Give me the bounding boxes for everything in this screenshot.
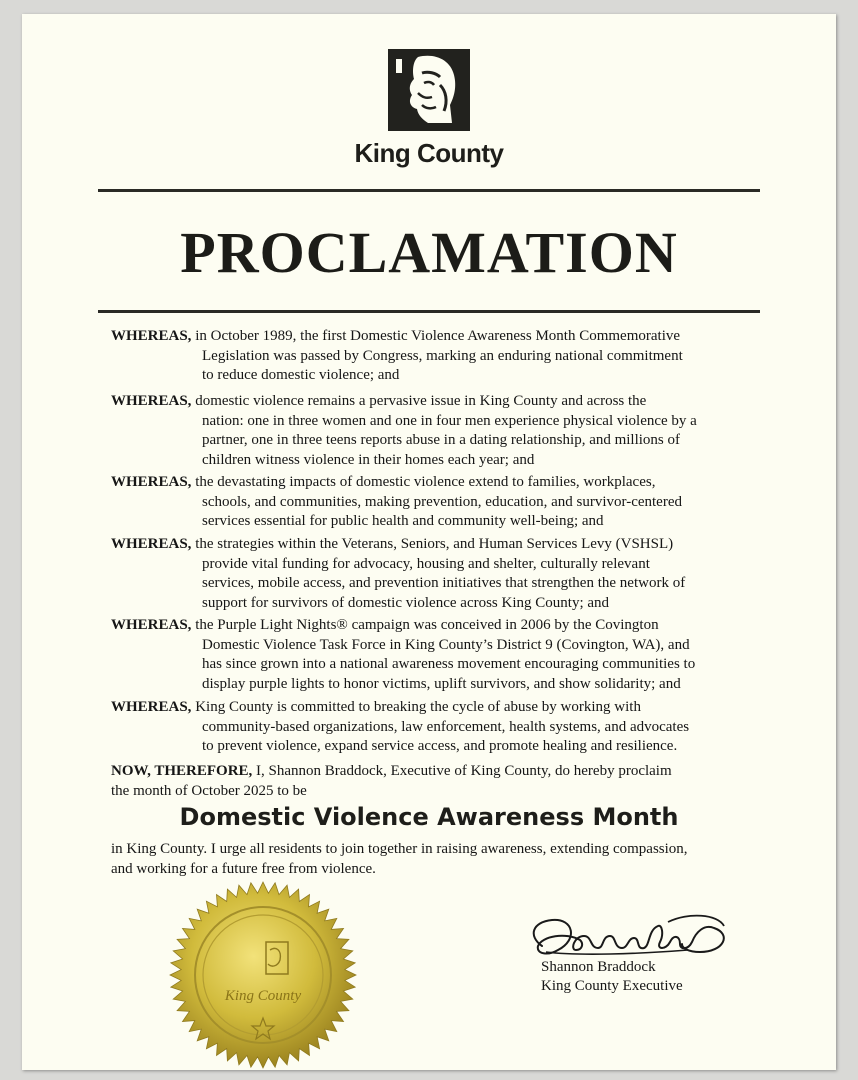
whereas-clause (111, 698, 751, 757)
whereas-clause (111, 392, 751, 470)
king-county-wordmark: King County (354, 138, 504, 168)
whereas-line: services essential for public health and community well-being; and (202, 513, 604, 529)
whereas-line: schools, and communities, making prevention, education, and survivor-centered (202, 493, 682, 510)
now-line-1: I, Shannon Braddock, Executive of King County, do hereby proclaim (256, 763, 672, 779)
whereas-line: display purple lights to honor victims, uplift survivors, and show solidarity; and (202, 675, 681, 692)
whereas-line: children witness violence in their homes each year; and (202, 451, 535, 468)
gold-seal-icon (168, 880, 358, 1070)
month-title: Domestic Violence Awareness Month (179, 803, 679, 831)
whereas-line: partner, one in three teens reports abuse in a dating relationship, and millions of (202, 432, 681, 448)
now-keyword: NOW, THEREFORE, (111, 763, 253, 779)
whereas-keyword: WHEREAS, (111, 474, 192, 490)
whereas-line: in October 1989, the first Domestic Violence Awareness Month Commemorative (195, 328, 681, 344)
whereas-line: to prevent violence, expand service access, and promote healing and resilience. (202, 738, 678, 754)
whereas-line: the Purple Light Nights® campaign was conceived in 2006 by the Covington (195, 617, 659, 633)
whereas-line: Legislation was passed by Congress, marking an enduring national commitment (202, 347, 683, 364)
whereas-line: community-based organizations, law enforcement, health systems, and advocates (202, 718, 690, 735)
seal-text: King County (224, 988, 302, 1004)
top-divider (98, 189, 760, 192)
whereas-line: to reduce domestic violence; and (202, 367, 400, 383)
proclamation-page (22, 14, 836, 1070)
whereas-clause (111, 327, 751, 386)
king-county-logo-icon (388, 49, 470, 131)
whereas-line: Domestic Violence Task Force in King County’s District 9 (Covington, WA), and (202, 636, 690, 653)
signer-name: Shannon Braddock (541, 959, 656, 975)
whereas-keyword: WHEREAS, (111, 536, 192, 552)
page-title: PROCLAMATION (180, 220, 678, 285)
whereas-line: support for survivors of domestic violence across King County; and (202, 594, 610, 611)
signer-block (541, 958, 683, 996)
signer-title: King County Executive (541, 978, 683, 994)
closing-text (111, 840, 751, 879)
whereas-line: King County is committed to breaking the cycle of abuse by working with (195, 699, 641, 715)
whereas-clause (111, 473, 751, 532)
whereas-line: domestic violence remains a pervasive issue in King County and across the (195, 393, 647, 409)
now-line-2: the month of October 2025 to be (111, 782, 307, 799)
whereas-line: the devastating impacts of domestic violence extend to families, workplaces, (195, 474, 656, 490)
whereas-line: nation: one in three women and one in four men experience physical violence by a (202, 412, 697, 429)
closing-line-2: and working for a future free from violence. (111, 860, 376, 877)
whereas-line: has since grown into a national awareness movement encouraging communities to (202, 656, 696, 672)
whereas-line: provide vital funding for advocacy, housing and shelter, culturally relevant (202, 555, 650, 572)
closing-line-1: in King County. I urge all residents to join together in raising awareness, extending compassion, (111, 841, 688, 857)
whereas-clause (111, 616, 751, 694)
whereas-keyword: WHEREAS, (111, 617, 192, 633)
whereas-keyword: WHEREAS, (111, 328, 192, 344)
whereas-keyword: WHEREAS, (111, 699, 192, 715)
whereas-keyword: WHEREAS, (111, 393, 192, 409)
whereas-line: services, mobile access, and prevention initiatives that strengthen the network of (202, 575, 686, 591)
whereas-line: the strategies within the Veterans, Seniors, and Human Services Levy (VSHSL) (195, 536, 674, 552)
whereas-clause (111, 535, 751, 613)
bottom-divider (98, 310, 760, 313)
now-therefore-clause (111, 762, 751, 801)
